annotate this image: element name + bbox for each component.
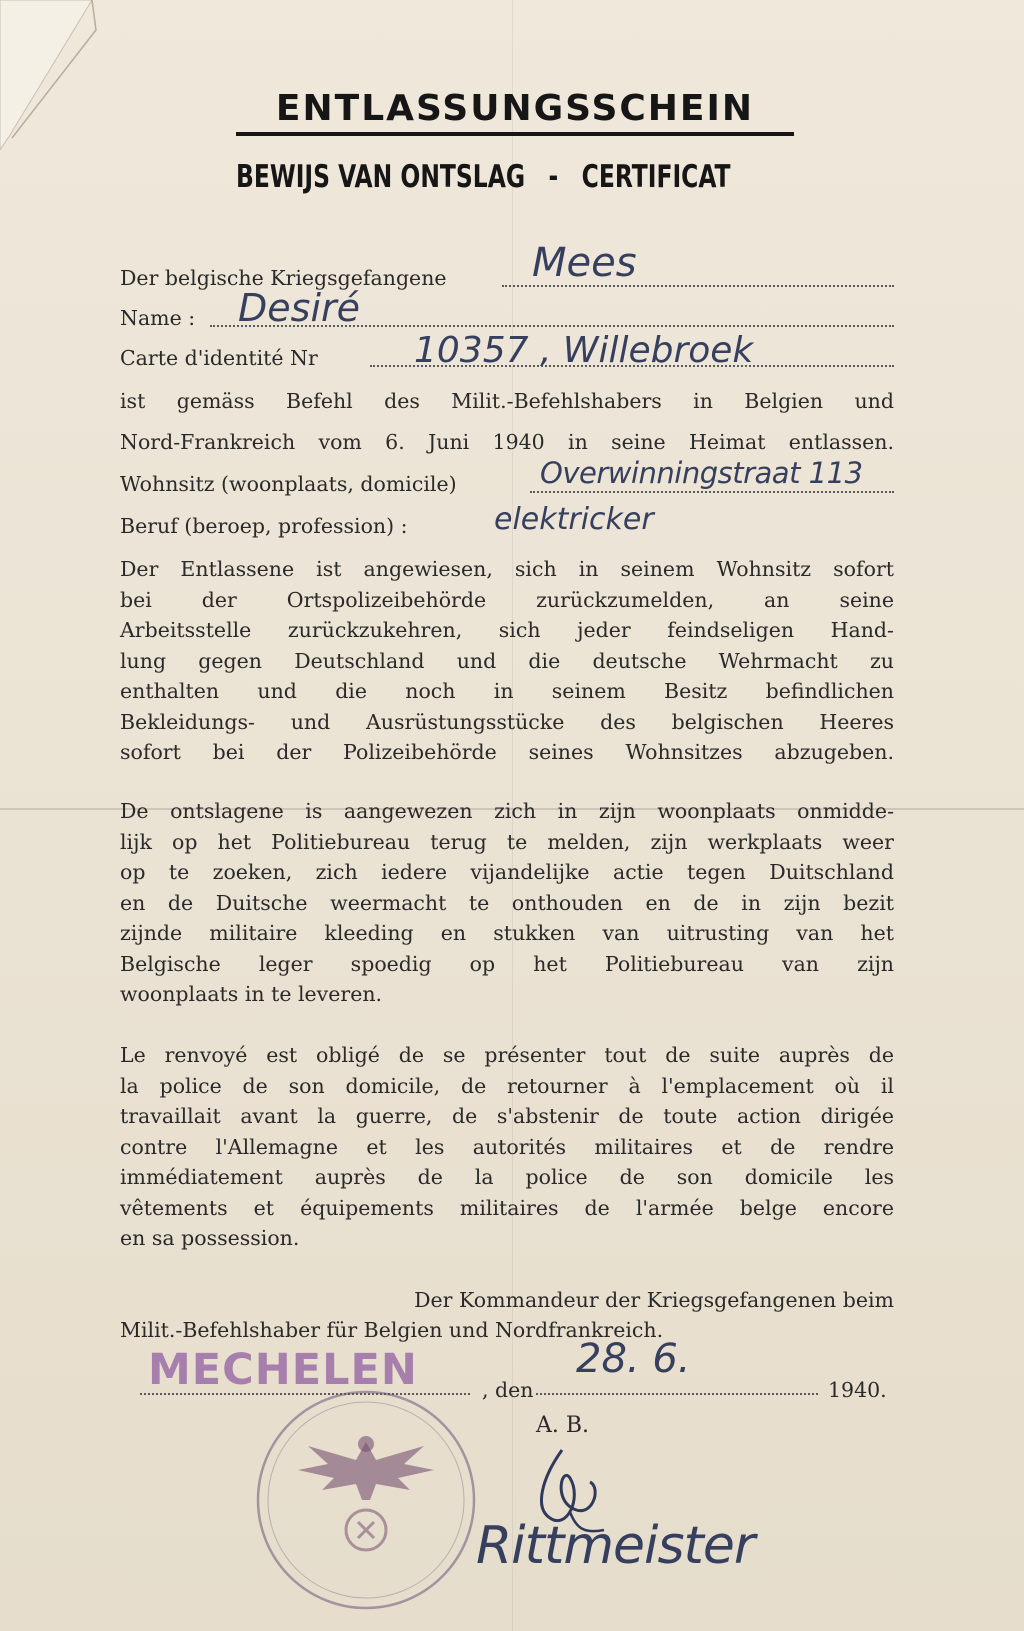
release-line-1: ist gemäss Befehl des Milit.-Befehlshabers in Belgien und (120, 389, 894, 413)
dutch-line: De ontslagene is aangewezen zich in zijn woonplaats onmidde- (120, 799, 894, 823)
id-value: 10357 , Willebroek (414, 330, 754, 371)
closing-line-2: Milit.-Befehlshaber für Belgien und Nordfrankreich. (120, 1318, 664, 1342)
document-title: ENTLASSUNGSSCHEIN (236, 88, 794, 136)
folded-corner (0, 0, 110, 150)
french-line: contre l'Allemagne et les autorités militaires et de rendre (120, 1134, 894, 1159)
dutch-line: zijnde militaire kleeding en stukken van uitrusting van het (120, 921, 894, 945)
german-line: bei der Ortspolizeibehörde zurückzumelden, an seine (120, 587, 894, 612)
eagle-seal-icon (238, 1380, 494, 1610)
prisoner-field (120, 260, 894, 296)
date-value: 28. 6. (576, 1336, 691, 1382)
french-line: la police de son domicile, de retourner à l'emplacement où il (120, 1073, 894, 1098)
french-line: vêtements et équipements militaires de l'armée belge encore (120, 1195, 894, 1220)
dutch-line: en de Duitsche weermacht te onthouden en de in zijn bezit (120, 890, 894, 915)
german-line: sofort bei der Polizeibehörde seines Wohnsitzes abzugeben. (120, 740, 894, 764)
subtitle-dutch: BEWIJS VAN ONTSLAG (236, 159, 526, 195)
prisoner-label: Der belgische Kriegsgefangene (120, 266, 447, 290)
release-statement (120, 386, 894, 457)
french-line: en sa possession. (120, 1226, 300, 1250)
dutch-line: lijk op het Politiebureau terug te melden, zijn werkplaats weer (120, 829, 894, 854)
german-line: Arbeitsstelle zurückzukehren, sich jeder feindseligen Hand- (120, 618, 894, 642)
residence-label: Wohnsitz (woonplaats, domicile) (120, 472, 457, 496)
german-line: lung gegen Deutschland und die deutsche Wehrmacht zu (120, 648, 894, 673)
french-line: Le renvoyé est obligé de se présenter tout de suite auprès de (120, 1043, 894, 1067)
subtitle-french: CERTIFICAT (581, 159, 731, 195)
closing-line-1: Der Kommandeur der Kriegsgefangenen beim (414, 1288, 894, 1312)
place-stamp: MECHELEN (148, 1345, 418, 1395)
french-line: immédiatement auprès de la police de son domicile les (120, 1165, 894, 1189)
dutch-line: woonplaats in te leveren. (120, 982, 383, 1006)
profession-value: elektricker (494, 502, 654, 537)
residence-value: Overwinningstraat 113 (540, 456, 863, 490)
paragraph-dutch (120, 796, 894, 1010)
dutch-line: op te zoeken, zich iedere vijandelijke actie tegen Duitschland (120, 860, 894, 884)
release-line-2: Nord-Frankreich vom 6. Juni 1940 in seine Heimat entlassen. (120, 429, 894, 454)
den-label: , den (482, 1378, 534, 1402)
german-line: Bekleidungs- und Ausrüstungsstücke des belgischen Heeres (120, 709, 894, 734)
paragraph-german (120, 554, 894, 768)
dutch-line: Belgische leger spoedig op het Politiebureau van zijn (120, 951, 894, 976)
signature-abbreviation: A. B. (536, 1413, 590, 1438)
name-value: Desiré (238, 286, 360, 330)
prisoner-value: Mees (532, 240, 637, 286)
signature-rank: Rittmeister (476, 1516, 755, 1576)
subtitle-separator: - (548, 159, 559, 195)
french-line: travaillait avant la guerre, de s'abstenir de toute action dirigée (120, 1104, 894, 1128)
id-label: Carte d'identité Nr (120, 346, 318, 370)
date-year: 1940. (828, 1378, 887, 1402)
document-subtitle (236, 152, 731, 202)
german-line: Der Entlassene ist angewiesen, sich in seinem Wohnsitz sofort (120, 557, 894, 581)
paragraph-french (120, 1040, 894, 1254)
profession-label: Beruf (beroep, profession) : (120, 514, 408, 538)
name-label: Name : (120, 306, 196, 330)
german-line: enthalten und die noch in seinem Besitz befindlichen (120, 679, 894, 703)
